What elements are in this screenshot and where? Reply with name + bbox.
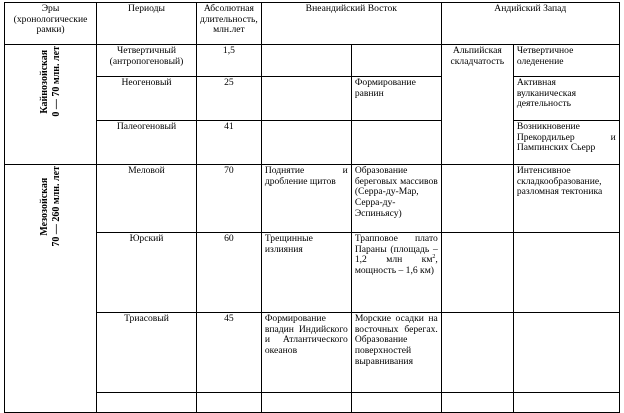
header-periods — [97, 3, 197, 45]
west-a-cell — [441, 165, 513, 233]
east-a-cell — [261, 121, 351, 165]
west-b-cell — [513, 45, 619, 77]
period-name-text: Четвертичный (антропогеновый) — [109, 45, 184, 67]
east-b-text-thickness: , мощность – 1,6 км) — [354, 254, 438, 277]
period-name-text: Юрский — [129, 233, 164, 244]
west-a-cell — [441, 233, 513, 313]
west-b-text: Интенсивное складкообразование, разломная тектоника — [516, 165, 603, 198]
era-range: 70 — 260 млн. лет — [50, 166, 62, 247]
empty-cell — [441, 393, 513, 413]
period-name — [97, 233, 197, 313]
era-name: Кайнозойская — [38, 49, 50, 114]
west-b-cell — [513, 233, 619, 313]
west-b-cell — [513, 121, 619, 165]
east-a-cell — [261, 165, 351, 233]
table-row — [5, 77, 620, 121]
east-b-text: Трапповое плато Параны — [354, 233, 438, 255]
period-duration — [197, 165, 262, 233]
era-name: Мезозойская — [38, 177, 50, 236]
header-east — [261, 3, 441, 45]
era-mesozoic — [5, 165, 97, 413]
period-name-text: Триасовый — [124, 313, 169, 324]
west-b-cell — [513, 313, 619, 393]
empty-cell — [197, 393, 262, 413]
east-b-cell — [351, 121, 441, 165]
east-b-cell — [351, 313, 441, 393]
east-a-text: Поднятие и дробление щитов — [264, 165, 348, 187]
header-duration — [197, 3, 262, 45]
empty-cell — [97, 393, 197, 413]
period-name — [97, 45, 197, 77]
duration-text: 41 — [224, 121, 234, 132]
header-periods-text: Периоды — [128, 3, 165, 14]
period-duration — [197, 313, 262, 393]
header-eras — [5, 3, 97, 45]
table-row — [5, 165, 620, 233]
duration-text: 60 — [224, 233, 234, 244]
period-name — [97, 77, 197, 121]
east-b-cell — [351, 233, 441, 313]
period-duration — [197, 121, 262, 165]
period-duration — [197, 45, 262, 77]
table-row — [5, 313, 620, 393]
duration-text: 70 — [224, 165, 234, 176]
era-range: 0 — 70 млн. лет — [50, 46, 62, 117]
duration-text: 1,5 — [222, 45, 235, 56]
east-b-cell — [351, 165, 441, 233]
period-duration — [197, 77, 262, 121]
east-a-cell — [261, 233, 351, 313]
header-eras-text: Эры (хронологические рамки) — [13, 3, 88, 36]
west-shared-text: Альпийская складчатость — [450, 45, 505, 67]
header-west — [441, 3, 619, 45]
era-cenozoic — [5, 45, 97, 165]
empty-cell — [261, 393, 351, 413]
period-name — [97, 121, 197, 165]
empty-cell — [351, 393, 441, 413]
superscript: 2 — [432, 254, 436, 261]
east-a-text: Трещинные излияния — [264, 233, 313, 255]
era-cenozoic-label — [39, 46, 63, 117]
table-row — [5, 233, 620, 313]
west-b-cell — [513, 165, 619, 233]
geologic-history-table — [4, 2, 620, 413]
east-b-text: Образование береговых массивов (Серра-ду-Мар, Серра-ду-Эспиньясу) — [354, 165, 438, 219]
east-b-cell — [351, 77, 441, 121]
east-a-text: Формирование впадин Индийского и Атлантического океанов — [264, 313, 348, 357]
table-row — [5, 121, 620, 165]
era-mesozoic-label — [39, 166, 63, 247]
west-shared-cell — [441, 45, 513, 165]
table-row — [5, 45, 620, 77]
east-b-text-area: (площадь – 1,2 млн км — [354, 243, 438, 266]
duration-text: 25 — [224, 77, 234, 88]
period-name — [97, 165, 197, 233]
period-name — [97, 313, 197, 393]
period-name-text: Меловой — [128, 165, 165, 176]
header-west-text: Андийский Запад — [494, 3, 567, 14]
east-a-cell — [261, 313, 351, 393]
duration-text: 45 — [224, 313, 234, 324]
period-duration — [197, 233, 262, 313]
header-row — [5, 3, 620, 45]
west-a-cell — [441, 313, 513, 393]
east-a-cell — [261, 45, 351, 77]
header-east-text: Внеандийский Восток — [305, 3, 397, 14]
west-b-text: Четвертичное оледенение — [516, 45, 574, 67]
header-duration-text: Абсолютная длительность, млн.лет — [200, 3, 258, 36]
west-b-text: Активная вулканическая деятельность — [516, 77, 576, 110]
period-name-text: Неогеновый — [121, 77, 172, 88]
east-b-text: Морские осадки на восточных берегах. Образование поверхностей выравнивания — [354, 313, 438, 367]
west-b-text: Возникновение Прекордильер и Пампинских Сьерр — [516, 121, 616, 154]
east-b-text: Формирование равнин — [354, 77, 416, 99]
west-b-cell — [513, 77, 619, 121]
east-a-cell — [261, 77, 351, 121]
table-row-partial — [5, 393, 620, 413]
empty-cell — [513, 393, 619, 413]
east-b-cell — [351, 45, 441, 77]
period-name-text: Палеогеновый — [116, 121, 177, 132]
